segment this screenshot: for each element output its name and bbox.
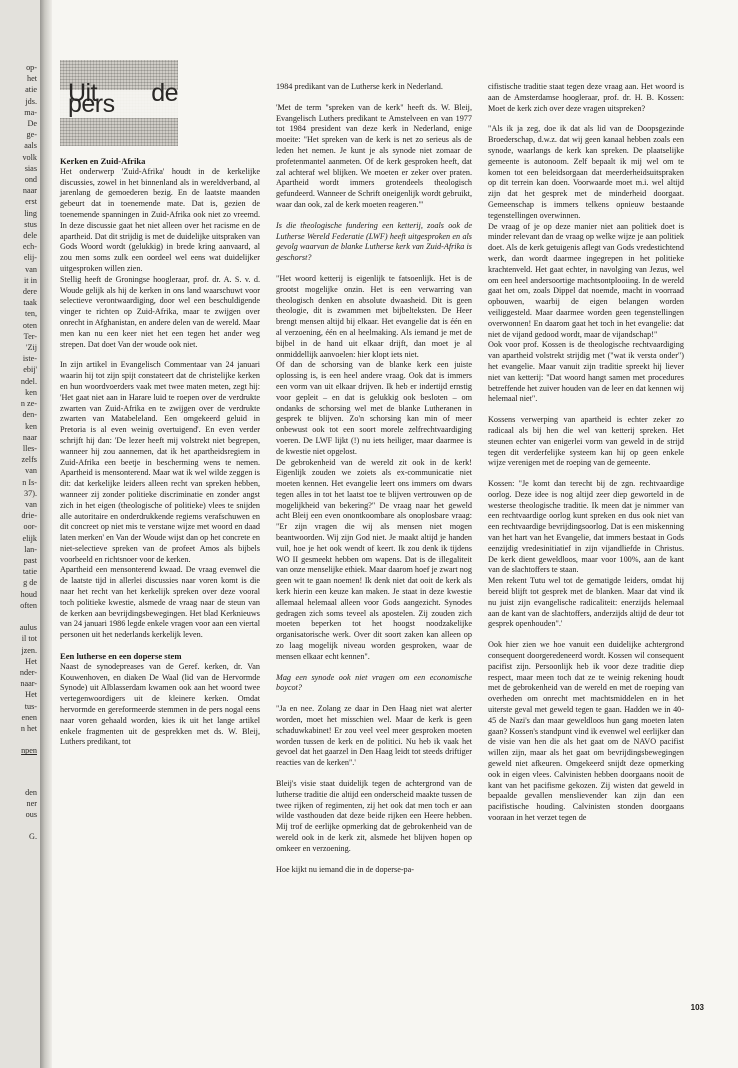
adjacent-line: n Is- [22, 477, 37, 487]
adjacent-line: tus- [24, 701, 37, 711]
adjacent-line: it in [24, 275, 37, 285]
adjacent-line: den [25, 787, 37, 797]
paragraph: Stellig heeft de Groningse hoogleraar, prof. dr. A. S. v. d. Woude gelijk als hij de kerken in ons land waarschuwt voor selectieve verontwaardiging, door wel een beschuldigende vinger te richten op Zuid-Afrika, maar te zwijgen over onrecht in Afghanistan, en andere delen van de wereld. Maar men kan nu een keer niet het een tegen het ander weg strepen. Dat doet Van der woude ook niet. [60, 274, 260, 349]
paragraph: Naast de synodepreases van de Geref. kerken, dr. Van Kouwenhoven, en diaken De Waal (lid van de Hervormde Synode) uit Alblasserdam kwamen ook aan het woord twee vertegenwoordigers uit de kleinere kerken. Omdat hervormde en gereformeerde stemmen in de pers nogal eens naar voren gehaald worden, kies ik uit het lange artikel enkele fragmenten uit de gesprekken met ds. W. Bleij, Luthers predikant, tot [60, 661, 260, 747]
adjacent-line: van [25, 499, 37, 509]
adjacent-line: dele [23, 231, 37, 241]
magazine-page [52, 0, 738, 1068]
adjacent-line: enen [21, 712, 37, 722]
paragraph: Ook voor prof. Kossen is de theologische rechtvaardiging van apartheid volstrekt strijdig met ("wat ik versta onder") het evangelie. Maar vanuit zijn traditie spreekt hij liever niet van ketterij: "Dat woord hangt samen met procedures betreffende het zuiver houden van de leer en dat kennen wij helemaal niet". [488, 340, 684, 404]
paragraph: cifistische traditie staat tegen deze vraag aan. Het woord is aan de Amsterdamse hoogleraar, prof. dr. H. B. Kossen: Moet de kerk zich over deze vragen uitspreken? [488, 82, 684, 113]
adjacent-line: naar- [20, 679, 37, 689]
adjacent-line: naar [22, 432, 37, 442]
adjacent-line: il tot [21, 634, 37, 644]
page-number: 103 [690, 1003, 704, 1012]
adjacent-line: van [25, 264, 37, 274]
adjacent-line: lan- [24, 544, 37, 554]
adjacent-line: g de [23, 578, 37, 588]
adjacent-line: ndel. [20, 376, 37, 386]
adjacent-line: ling [24, 208, 37, 218]
adjacent-line [0, 611, 37, 622]
adjacent-line: naar [22, 186, 37, 196]
section-masthead [60, 60, 178, 146]
subheading: Een lutherse en een doperse stem [60, 651, 182, 662]
paragraph: 'Met de term "spreken van de kerk" heeft ds. W. Bleij, Evangelisch Luthers predikant te Amstelveen en van 1977 tot 1984 president van deze kerk in Nederland, enige moeite: "Het spreken van de kerk is net zo serieus als de leden het nemen. Je kunt je als synode niet zomaar de profetenmantel aanmeten. Of de kerk gesproken heeft, dat zal achteraf wel blijken. We moeten er zeker over praten. Apartheid wordt immers grotendeels theologisch gefundeerd. Wanneer de Schrift oneigenlijk wordt gebruikt, waar dan ook, zal de kerk moeten reageren."' [276, 102, 472, 209]
adjacent-line: erst [25, 197, 37, 207]
adjacent-line: ma- [24, 107, 37, 117]
adjacent-page-fragment [0, 0, 40, 1068]
adjacent-line: iste- [22, 354, 37, 364]
adjacent-page-text [0, 62, 37, 843]
adjacent-line: G. [29, 832, 37, 842]
adjacent-line: ech- [22, 242, 37, 252]
adjacent-line: dere [22, 287, 37, 297]
paragraph: 1984 predikant van de Lutherse kerk in Nederland. [276, 82, 443, 91]
adjacent-line: ebij' [23, 365, 37, 375]
adjacent-line: lles- [22, 443, 37, 453]
adjacent-line: sias [24, 163, 37, 173]
adjacent-line: 'Zij [25, 343, 37, 353]
paragraph: "Het woord ketterij is eigenlijk te fatsoenlijk. Het is de grootst mogelijke onzin. Het is een verwarring van theologisch denken en absolute dwaasheid. Dit is geen theologie, dit is zwammen met bijbelteksten. De Heer brengt mensen altijd bij elkaar. Het evangelie dat is één en al verzoening, één en al heelmaking. Als iemand je met de bijbel in de hand uit elkaar drijft, dan moet je al onmiddellijk aanvoelen: hier klopt iets niet. [276, 273, 472, 359]
adjacent-line [0, 820, 37, 831]
interview-question: Is die theologische fundering een ketterij, zoals ook de Lutherse Wereld Federatie (LWF) heeft uitgesproken en als gevolg waarvan de blanke Lutherse kerk van Zuid-Afrika is geschorst? [276, 220, 472, 263]
adjacent-line: De [27, 119, 37, 129]
interview-question: Mag een synode ook niet vragen om een economische boycot? [276, 672, 472, 693]
adjacent-line: npen [21, 746, 37, 756]
paragraph: In zijn artikel in Evangelisch Commentaar van 24 januari waarin hij tot zijn spijt constateert dat de christelijke kerken en hun woordvoerders vaak met twee maten meten, zegt hij: 'Het gaat niet aan in Harare luid te roepen over de verdrukte zwarten van Zuid-Afrika en te zwijgen over de verdrukte zwarten van Matabeleland. Een omgekeerd geluid in Pretoria is al even weinig overtuigend'. En even verder schrijft hij dan: 'De lezer heeft mij volstrekt niet begrepen, wanneer hij zou aannemen, dat ik het apartheidsregiem in Zuid-Afrika een beetje in bescherming wens te nemen. Apartheid is mensonterend. Maar wat ik wel wilde zeggen is dit: dat kerkelijke leiders alleen recht van spreken hebben, wanneer zij zonder politieke discriminatie en zonder angst zich in het eigen (theologische of politieke) vlees te snijden alle autoritaire en onderdrukkende regiems verafschuwen en dit concreet op niet mis te verstane wijze met woord en daad laten merken' en Van der Woude wijst dan op het concrete en niet-selectieve spreken van de profeet Amos als bijbels voorbeeld en richtsnoer voor de kerken. [60, 360, 260, 564]
adjacent-line: oten [22, 320, 37, 330]
paragraph: "Als ik ja zeg, doe ik dat als lid van de Doopsgezinde Broederschap, d.w.z. dat wij geen kanaal hebben zoals een synode, waarlangs de kerk kan spreken. De plaatselijke gemeente is autonoom. Zelf bepaalt ik mij wel om te komen tot een beleidsorgaan dat meerderheidsuitspraken op dit terrein kan doen. Voorwaarde moet m.i. wel altijd zijn dat het gesprek met de minderheid doorgaat. Gemeenschap is immers telkens opnieuw bestaande tegenstellingen overwinnen. [488, 124, 684, 220]
adjacent-line: ond [24, 175, 37, 185]
paragraph: Bleij's visie staat duidelijk tegen de achtergrond van de lutherse traditie die altijd een onderscheid maakte tussen de twee rijken of regimenten, zij het ook dat men toch er aan wilde vasthouden dat deze beide rijken een Heere hebben. Mij trof de eerlijke opmerking dat de gebrokenheid van de wereld ook in de kerk zit, alsmede het blijven hopen op omkeer en verzoening. [276, 779, 472, 853]
subheading: Kerken en Zuid-Afrika [60, 156, 146, 166]
paragraph: Apartheid een mensonterend kwaad. De vraag evenwel die de laatste tijd in allerlei discussies naar voren komt is die naar het recht van het kerkelijk spreken over deze vooral toch politieke kwestie, alsmede de vraag naar de steun van de kerken aan bevrijdingsbewegingen. Het blad Kerknieuws van 24 januari 1986 legde enkele vragen voor aan een viertal personen uit het nederlands kerkelijk leven. [60, 565, 260, 640]
adjacent-line: often [20, 600, 37, 610]
adjacent-line: stus [24, 219, 37, 229]
adjacent-line: ken [25, 387, 37, 397]
paragraph: Kossen: "Je komt dan terecht bij de zgn. rechtvaardige oorlog. Deze idee is nog altijd zeer diep geworteld in de westerse theologische traditie. Ik meen dat je nimmer van een rechtvaardige oorlog kunt spreken en dus ook niet van een rechtvaardige bevrijdingsoorlog. Dat is een miskenning van het hart van het Evangelie, dat immers bestaat in Gods eenzijdig vredesinitiatief in zijn vijandliefde in Christus. De kerk dient geweldloos, maar voor 100%, aan de kant van de slachtoffers te staan. [488, 479, 684, 575]
page-gutter [40, 0, 52, 1068]
adjacent-line: ner [26, 798, 37, 808]
adjacent-line: den- [22, 410, 37, 420]
adjacent-line: op- [26, 63, 37, 72]
adjacent-line: ken [25, 421, 37, 431]
adjacent-line: volk [22, 152, 37, 162]
column-1 [60, 60, 260, 748]
paragraph: Kossens verwerping van apartheid is echter zeker zo radicaal als bij hen die wel van ketterij spreken. Het steunen echter van enigerlei vorm van geweld in de strijd tegen dit verderfelijke systeem kan hij op geen enkele wijze verenigen met de roeping van de gemeente. [488, 415, 684, 468]
adjacent-line: zelfs [21, 455, 37, 465]
adjacent-line: drie- [21, 511, 37, 521]
adjacent-line: Ter- [23, 331, 37, 341]
adjacent-line: 37). [24, 488, 37, 498]
column-3 [488, 82, 684, 824]
adjacent-line: het [26, 74, 37, 84]
paragraph: De vraag of je op deze manier niet aan politiek doet is minder relevant dan de vraag op welke wijze je aan politiek doet. Als de kerk getuigenis aflegt van Gods vredestichtend werk, dan wordt daarmee ingegrepen in het politieke krachtenveld. Het gaat echter, in navolging van Jezus, wel om een heel andersoortige machtsontplooiing. In de wereld gaat het om, zoals Dippel dat noemde, macht in voorraad opbouwen, waarbij de eigen belangen worden veiliggesteld. Maar daarmee worden geen tegenstellingen overwonnen! En daarom gaat het toch in het evangelie: dat niet de vijand gedood wordt, maar de vijandschap!" [488, 221, 684, 339]
paragraph: Men rekent Tutu wel tot de gematigde leiders, omdat hij bereid blijft tot gesprek met de blanken. Maar dat vind ik nu juist zijn evangelische radicaliteit: enerzijds helemaal aan de kant van de slachtoffers, anderzijds altijd de deur tot gesprek openhouden".' [488, 576, 684, 629]
paragraph: De gebrokenheid van de wereld zit ook in de kerk! Eigenlijk zouden we zoiets als ex-communicatie niet moeten kennen. Het evangelie leert ons immers om dwars tegen alles in tot het laatst toe te blijven vertrouwen op de mogelijkheid van bekering?" De vraag naar het geweld acht Bleij een even onontkoombare als onoplosbare vraag: "Er zijn vragen die wij als mensen niet mogen beantwoorden. Wij zijn God niet. Je maakt altijd je handen vuil, hoe je het ook wendt of keert. Ik zou denk ik tijdens WO II gesmeekt hebben om wapens. Dat is de illegaliteit van onze menselijke ethiek. Maar daarom hoef je zwart nog geen wit te gaan noemen! Ik denk niet dat ooit de kerk als kerk hierin een keuze kan maken. Je staat in deze kwestie allemaal helemaal alleen voor Gods aangezicht. Synodes gedragen zich soms teveel als apostelen. Zij zouden zich moeten beperken tot het hoogst noodzakelijke organisatorische werk. Over dit soort zaken kan alleen op zo laag mogelijk niveau worden gesproken, waar de mensen elkaar echt kennen". [276, 457, 472, 661]
paragraph: Het onderwerp 'Zuid-Afrika' houdt in de kerkelijke discussies, zowel in het binnenland als in wereldverband, al jarenlang de gemoederen bezig. En de laatste maanden gebeurt dat in toenemende mate. Dat is, gezien de toenemende spanningen in Zuid-Afrika ook niet zo vreemd. In deze discussie gaat het niet alleen over het racisme en de apartheid. Dat dit strijdig is met de duidelijke uitspraken van Gods Woord wordt (gelukkig) in brede kring aanvaard, al zou men soms zulk een oordeel wel eens wat duidelijker uitgesproken willen zien. [60, 166, 260, 273]
adjacent-line: elij- [23, 253, 37, 263]
adjacent-line: Het [25, 656, 37, 666]
adjacent-line: nder- [19, 667, 37, 677]
column-1-body [60, 156, 260, 748]
adjacent-line [0, 734, 37, 745]
adjacent-line: ous [25, 810, 37, 819]
adjacent-line: aulus [19, 623, 37, 633]
adjacent-line: ten, [24, 309, 37, 319]
paragraph: Of dan de schorsing van de blanke kerk een juiste oplossing is, is een heel andere vraag. Ook dat is immers een vorm van uit elkaar drijven. Ik heb er indertijd ernstig voor gepleit – en dat is gelukkig ook besloten – om ondanks de schorsing wel met de blanke Lutheranen in gesprek te blijven. Zo'n schorsing kan min of meer onbewust ook tot een soort morele zelfrechtvaardiging voeren. De LWF lijkt (!) nu iets heiliger, maar daarmee is de kwestie niet opgelost. [276, 360, 472, 456]
adjacent-line: jds. [25, 96, 37, 106]
column-2 [276, 82, 472, 875]
adjacent-line: jzen. [21, 645, 37, 655]
adjacent-line: atie [25, 85, 37, 95]
adjacent-line: Het [25, 690, 37, 700]
adjacent-line: aals [24, 141, 37, 151]
adjacent-line: houd [20, 589, 37, 599]
paragraph: "Ja en nee. Zolang ze daar in Den Haag niet wat alerter worden, moet het misschien wel. Maar de kerk is geen schaduwkabinet! Er zou veel veel meer gesproken moeten worden tussen de kerk en de politici. Nu heb ik vaak het gevoel dat het gaarzel in Den Haag leidt tot steeds driftiger reacties van de kerken".' [276, 704, 472, 768]
adjacent-line: n het [20, 723, 37, 733]
adjacent-line: ge- [26, 130, 37, 140]
adjacent-line: tatie [22, 567, 37, 577]
adjacent-line: taak [23, 298, 37, 308]
paragraph: Hoe kijkt nu iemand die in de doperse-pa- [276, 864, 415, 874]
adjacent-line: elijk [22, 533, 37, 543]
adjacent-line: oor- [23, 522, 37, 532]
adjacent-line: n ze- [20, 399, 37, 409]
adjacent-line: van [25, 466, 37, 476]
section-title: Uit de pers [68, 79, 178, 118]
paragraph: Ook hier zien we hoe vanuit een duidelijke achtergrond consequent doorgeredeneerd wordt. Kossen wil consequent pacifist zijn. Persoonlijk heb ik voor deze traditie diep respect, maar meen toch dat ze te weinig rekening houdt met de gebrokenheid van de wereld en met de roeping van overheden om onrecht met machtsmiddelen en in het uiterste geval met geweld tegen te gaan. Hadden we in 40-45 de Nazi's dan maar geweldloos hun gang moeten laten gaan? Kossen's standpunt vind ik evenwel wel eerlijker dan de visie van hen die als het gaat om de NAVO pacifist willen zijn, maar als het gaat om bevrijdingsbewegingen geweld niet afkeuren. Omgekeerd snijdt deze opmerking ook in eigen vlees. Calvinisten hebben doorgaans nooit de kant van het pacifisme gekozen. Zij wisten dat geweld in bepaalde gevallen menslievender kan zijn dan een pacifistische houding. Calvinisten stonden doorgaans vooraan in het verzet tegen de [488, 640, 684, 822]
adjacent-line: past [23, 555, 37, 565]
